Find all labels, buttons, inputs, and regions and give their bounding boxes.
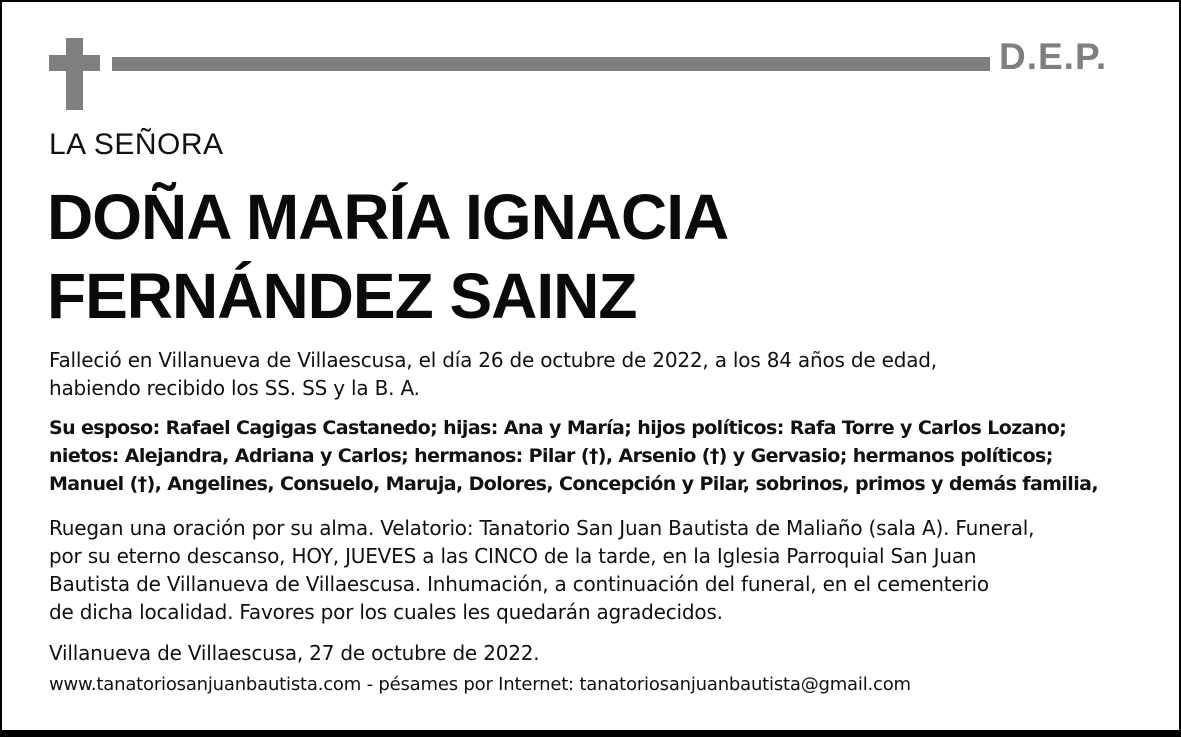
funeral-details-line: por su eterno descanso, HOY, JUEVES a las CINCO de la tarde, en la Iglesia Parroquial San Juan — [49, 544, 977, 568]
funeral-details-line: de dicha localidad. Favores por los cuales les quedarán agradecidos. — [49, 600, 723, 624]
intro-label: LA SEÑORA — [49, 128, 224, 161]
death-statement — [49, 346, 937, 402]
family-list-line: nietos: Alejandra, Adriana y Carlos; hermanos: Pilar (†), Arsenio (†) y Gervasio; hermanos políticos; — [49, 445, 1053, 467]
deceased-name-line1: DOÑA MARÍA IGNACIA — [47, 181, 729, 253]
place-date: Villanueva de Villaescusa, 27 de octubre de 2022. — [49, 641, 540, 665]
cross-icon-bar — [49, 55, 100, 71]
cross-icon — [66, 38, 83, 110]
website-condolences: www.tanatoriosanjuanbautista.com - pésames por Internet: tanatoriosanjuanbautista@gmail.com — [49, 674, 911, 695]
funeral-details-line: Bautista de Villanueva de Villaescusa. Inhumación, a continuación del funeral, en el cementerio — [49, 572, 989, 596]
deceased-name-line2: FERNÁNDEZ SAINZ — [47, 260, 637, 332]
family-list — [49, 414, 1098, 498]
header-rule — [112, 57, 990, 71]
funeral-details-line: Ruegan una oración por su alma. Velatorio: Tanatorio San Juan Bautista de Maliaño (sala A). Funeral, — [49, 516, 1035, 540]
funeral-details — [49, 514, 1034, 626]
family-list-line: Su esposo: Rafael Cagigas Castanedo; hijas: Ana y María; hijos políticos: Rafa Torre y Carlos Lozano; — [49, 417, 1067, 439]
family-list-line: Manuel (†), Angelines, Consuelo, Maruja, Dolores, Concepción y Pilar, sobrinos, primos y demás familia, — [49, 473, 1098, 495]
dep-label: D.E.P. — [999, 36, 1108, 77]
death-statement-line: habiendo recibido los SS. SS y la B. A. — [49, 376, 420, 400]
death-statement-line: Falleció en Villanueva de Villaescusa, el día 26 de octubre de 2022, a los 84 años de edad, — [49, 348, 937, 372]
